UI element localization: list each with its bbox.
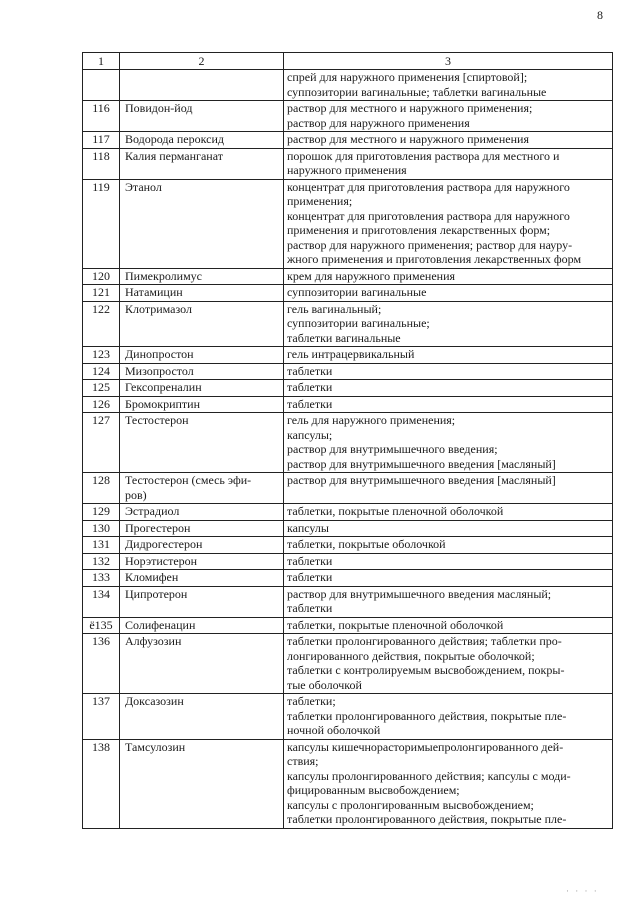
dosage-form-line: таблетки пролонгированного действия, покрытые пле- <box>287 708 567 723</box>
dosage-form-line: раствор для внутримышечного введения [масляный] <box>287 473 556 487</box>
drug-name: Этанол <box>120 179 284 268</box>
dosage-forms <box>284 380 613 397</box>
table-row <box>83 537 613 554</box>
row-number: 137 <box>83 694 120 740</box>
row-number: 123 <box>83 347 120 364</box>
dosage-form-line: капсулы <box>287 520 329 535</box>
drug-name: Эстрадиол <box>120 504 284 521</box>
dosage-forms <box>284 504 613 521</box>
dosage-forms <box>284 301 613 347</box>
table-row <box>83 347 613 364</box>
table-row <box>83 179 613 268</box>
drug-name: Тестостерон <box>120 413 284 473</box>
dosage-form-line: таблетки <box>287 396 333 411</box>
drug-name: Пимекролимус <box>120 268 284 285</box>
row-number: 119 <box>83 179 120 268</box>
table-row <box>83 739 613 828</box>
dosage-form-line: порошок для приготовления раствора для местного и <box>287 148 560 163</box>
dosage-form-line: наружного применения <box>287 163 407 177</box>
dosage-forms <box>284 473 613 504</box>
table-row <box>83 504 613 521</box>
dosage-form-line: ночной оболочкой <box>287 723 381 737</box>
row-number: 116 <box>83 101 120 132</box>
dosage-form-line: раствор для наружного применения <box>287 115 470 130</box>
dosage-form-line: гель для наружного применения; <box>287 413 456 427</box>
dosage-form-line: лонгированного действия, покрытые оболочкой; <box>287 648 535 663</box>
dosage-form-line: таблетки, покрытые пленочной оболочкой <box>287 504 504 518</box>
dosage-forms <box>284 396 613 413</box>
dosage-form-line: спрей для наружного применения [спиртовой]; <box>287 70 528 84</box>
table-row <box>83 285 613 302</box>
column-header-name: 2 <box>120 53 284 70</box>
table-row <box>83 380 613 397</box>
dosage-form-line: таблетки; <box>287 694 336 708</box>
table-row <box>83 570 613 587</box>
drug-name: Клотримазол <box>120 301 284 347</box>
dosage-form-line: таблетки пролонгированного действия, покрытые пле- <box>287 812 567 826</box>
table-row <box>83 132 613 149</box>
dosage-forms <box>284 101 613 132</box>
table-row <box>83 473 613 504</box>
table-row <box>83 553 613 570</box>
row-number: 117 <box>83 132 120 149</box>
row-number: 128 <box>83 473 120 504</box>
table-row <box>83 70 613 101</box>
table-row <box>83 586 613 617</box>
drug-name: Дидрогестерон <box>120 537 284 554</box>
dosage-form-line: таблетки, покрытые пленочной оболочкой <box>287 617 504 632</box>
drug-name: Солифенацин <box>120 617 284 634</box>
dosage-form-line: концентрат для приготовления раствора для наружного <box>287 208 570 223</box>
row-number: 132 <box>83 553 120 570</box>
page-number: 8 <box>597 8 603 22</box>
row-number: 124 <box>83 363 120 380</box>
dosage-form-line: раствор для внутримышечного введения [масляный] <box>287 456 556 471</box>
row-number <box>83 70 120 101</box>
drug-name: Норэтистерон <box>120 553 284 570</box>
row-number: 136 <box>83 634 120 694</box>
dosage-form-line: суппозитории вагинальные <box>287 285 427 299</box>
dosage-form-line: капсулы пролонгированного действия; капсулы с моди- <box>287 768 571 783</box>
dosage-form-line: раствор для внутримышечного введения масляный; <box>287 586 552 601</box>
table-header-row <box>83 53 613 70</box>
dosage-form-line: концентрат для приготовления раствора для наружного <box>287 179 570 194</box>
dosage-forms <box>284 70 613 101</box>
dosage-form-line: капсулы кишечнорасторимыепролонгированного дей- <box>287 739 564 754</box>
drug-name: Кломифен <box>120 570 284 587</box>
drug-name: Бромокриптин <box>120 396 284 413</box>
dosage-form-line: суппозитории вагинальные; <box>287 316 430 330</box>
row-number: 131 <box>83 537 120 554</box>
row-number: 133 <box>83 570 120 587</box>
drug-name: Калия перманганат <box>120 148 284 179</box>
medicines-table <box>82 52 613 829</box>
drug-name: Доксазозин <box>120 694 284 740</box>
dosage-form-line: раствор для наружного применения; раствор для науру- <box>287 237 573 252</box>
dosage-forms <box>284 285 613 302</box>
drug-name: Тестостерон (смесь эфи- ров) <box>120 473 284 504</box>
dosage-forms <box>284 694 613 740</box>
dosage-form-line: применения и приготовления лекарственных форм; <box>287 223 551 237</box>
dosage-form-line: гель интрацервикальный <box>287 347 415 361</box>
drug-name: Повидон-йод <box>120 101 284 132</box>
dosage-form-line: жного применения и приготовления лекарственных форм <box>287 252 582 266</box>
dosage-form-line: таблетки <box>287 380 333 394</box>
drug-name: Тамсулозин <box>120 739 284 828</box>
column-header-number: 1 <box>83 53 120 70</box>
dosage-form-line: таблетки <box>287 570 333 584</box>
table-row <box>83 148 613 179</box>
dosage-form-line: таблетки <box>287 553 333 568</box>
dosage-forms <box>284 132 613 149</box>
dosage-form-line: фицированным высвобождением; <box>287 783 460 797</box>
table-row <box>83 617 613 634</box>
dosage-form-line: крем для наружного применения <box>287 268 456 283</box>
drug-name: Водорода пероксид <box>120 132 284 149</box>
drug-name: Мизопростол <box>120 363 284 380</box>
table-row <box>83 396 613 413</box>
table-row <box>83 634 613 694</box>
dosage-forms <box>284 553 613 570</box>
row-number: 129 <box>83 504 120 521</box>
drug-name: Динопростон <box>120 347 284 364</box>
dosage-form-line: раствор для внутримышечного введения; <box>287 442 498 456</box>
dosage-form-line: суппозитории вагинальные; таблетки вагинальные <box>287 84 547 99</box>
dosage-form-line: капсулы с пролонгированным высвобождением; <box>287 797 534 812</box>
dosage-form-line: таблетки <box>287 363 333 378</box>
dosage-forms <box>284 739 613 828</box>
row-number: 127 <box>83 413 120 473</box>
dosage-forms <box>284 347 613 364</box>
dosage-forms <box>284 268 613 285</box>
dosage-forms <box>284 413 613 473</box>
dosage-form-line: раствор для местного и наружного применения; <box>287 101 533 115</box>
dosage-form-line: применения; <box>287 194 353 208</box>
table-row <box>83 413 613 473</box>
dosage-form-line: капсулы; <box>287 427 333 442</box>
dosage-form-line: таблетки пролонгированного действия; таблетки про- <box>287 634 562 648</box>
dosage-form-line: таблетки <box>287 601 333 615</box>
dosage-form-line: таблетки, покрытые оболочкой <box>287 537 446 551</box>
row-number: 118 <box>83 148 120 179</box>
dosage-forms <box>284 520 613 537</box>
dosage-forms <box>284 363 613 380</box>
dosage-forms <box>284 586 613 617</box>
row-number: 122 <box>83 301 120 347</box>
dosage-form-line: таблетки с контролируемым высвобождением, покры- <box>287 663 565 677</box>
row-number: 130 <box>83 520 120 537</box>
dosage-form-line: гель вагинальный; <box>287 301 382 316</box>
row-number: 138 <box>83 739 120 828</box>
row-number: 121 <box>83 285 120 302</box>
row-number: ё135 <box>83 617 120 634</box>
dosage-forms <box>284 617 613 634</box>
drug-name: Гексопреналин <box>120 380 284 397</box>
drug-name: Ципротерон <box>120 586 284 617</box>
row-number: 120 <box>83 268 120 285</box>
dosage-form-line: раствор для местного и наружного применения <box>287 132 529 146</box>
dosage-form-line: ствия; <box>287 754 319 768</box>
table-row <box>83 268 613 285</box>
column-header-forms: 3 <box>284 53 613 70</box>
dosage-forms <box>284 148 613 179</box>
dosage-form-line: тые оболочкой <box>287 677 362 692</box>
row-number: 126 <box>83 396 120 413</box>
table-row <box>83 520 613 537</box>
row-number: 125 <box>83 380 120 397</box>
scan-artifact: · · · · <box>566 886 599 896</box>
dosage-form-line: таблетки вагинальные <box>287 330 401 345</box>
dosage-forms <box>284 179 613 268</box>
table-row <box>83 694 613 740</box>
dosage-forms <box>284 634 613 694</box>
row-number: 134 <box>83 586 120 617</box>
table-row <box>83 363 613 380</box>
dosage-forms <box>284 570 613 587</box>
table-row <box>83 301 613 347</box>
table-row <box>83 101 613 132</box>
dosage-forms <box>284 537 613 554</box>
drug-name: Натамицин <box>120 285 284 302</box>
drug-name <box>120 70 284 101</box>
drug-name: Алфузозин <box>120 634 284 694</box>
drug-name: Прогестерон <box>120 520 284 537</box>
